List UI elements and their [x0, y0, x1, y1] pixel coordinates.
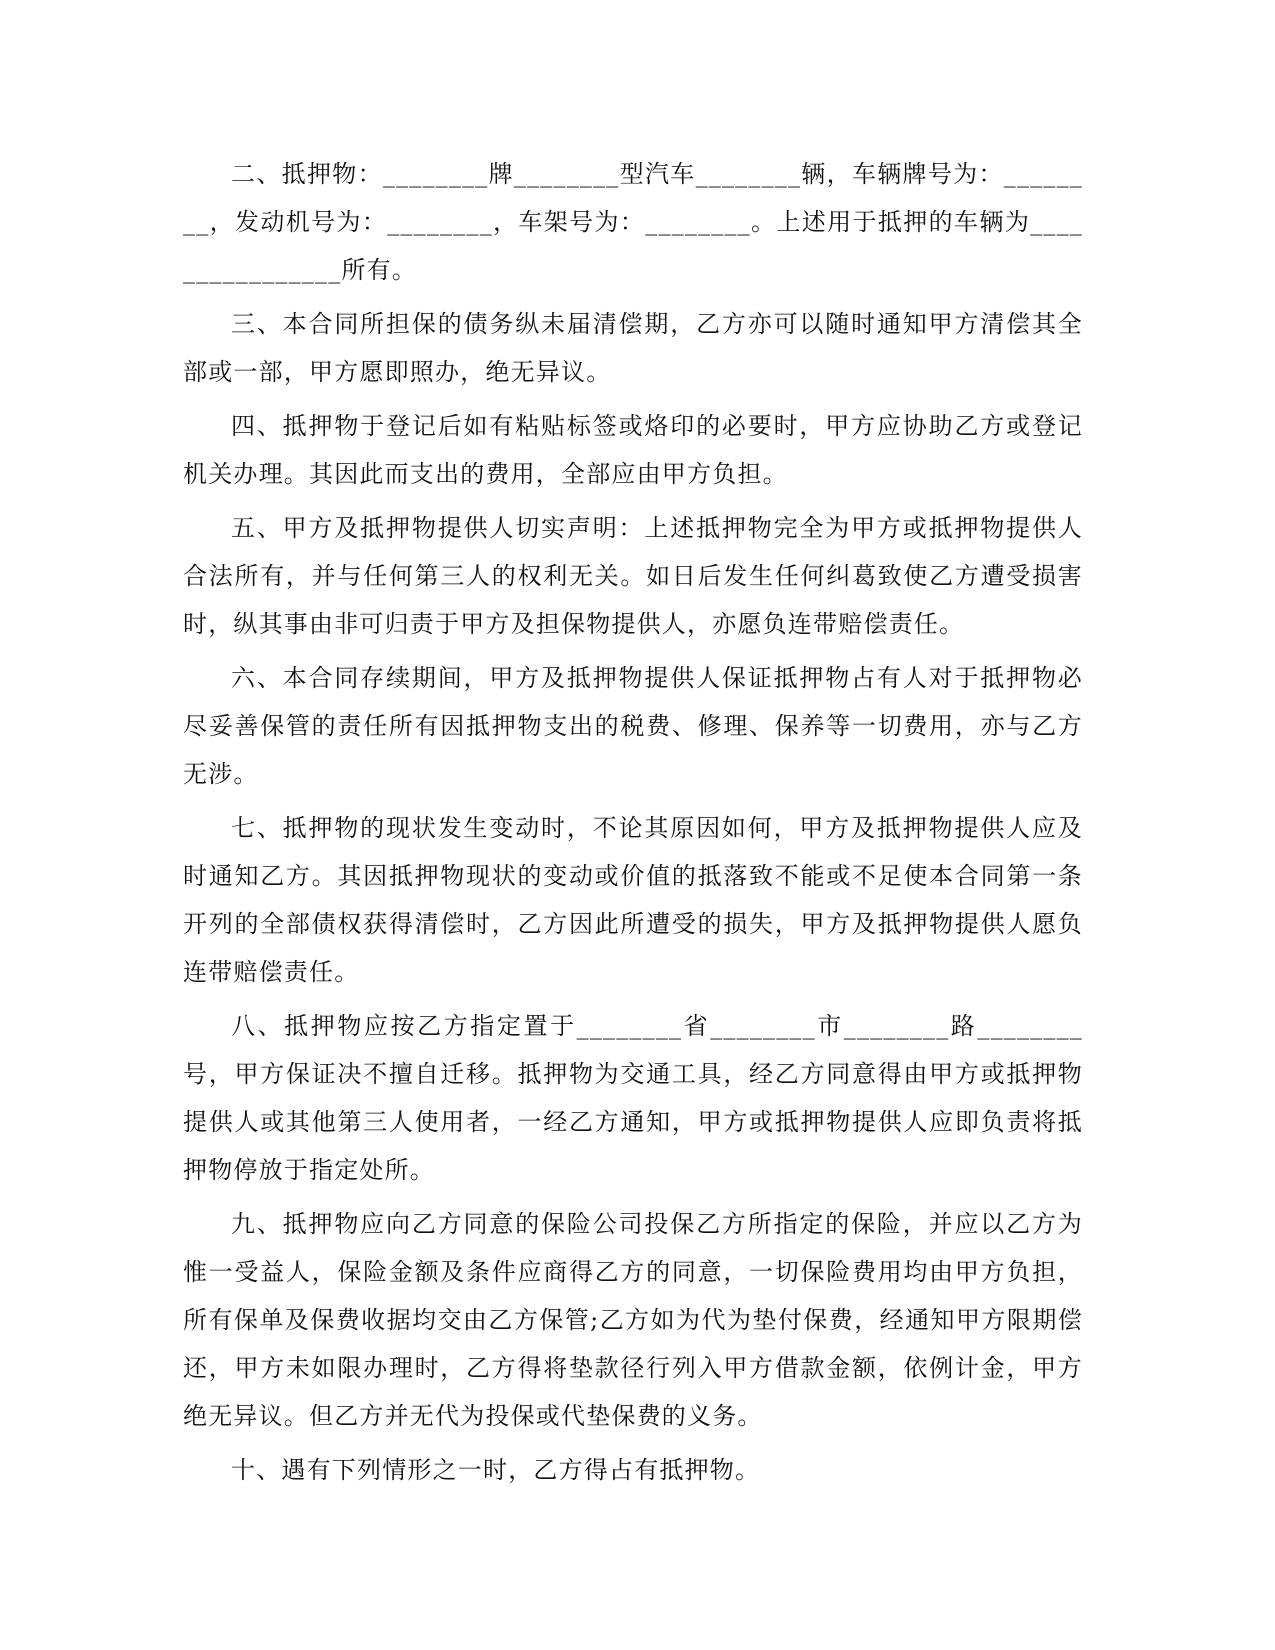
clause-4-registration-labels: 四、抵押物于登记后如有粘贴标签或烙印的必要时，甲方应协助乙方或登记机关办理。其因此而支出的费用，全部应由甲方负担。: [183, 412, 1083, 488]
document-page: [183, 150, 1083, 1500]
clause-8-storage-location: 八、抵押物应按乙方指定置于________省________市________路________号，甲方保证决不擅自迁移。抵押物为交通工具，经乙方同意得由甲方或抵押物提供人或其他第三人使用者，一经乙方通知，甲方或抵押物提供人应即负责将抵押物停放于指定处所。: [183, 1012, 1083, 1184]
clause-9-insurance: 九、抵押物应向乙方同意的保险公司投保乙方所指定的保险，并应以乙方为惟一受益人，保险金额及条件应商得乙方的同意，一切保险费用均由甲方负担，所有保单及保费收据均交由乙方保管;乙方如为代为垫付保费，经通知甲方限期偿还，甲方未如限办理时，乙方得将垫款径行列入甲方借款金额，依例计金，甲方绝无异议。但乙方并无代为投保或代垫保费的义务。: [183, 1210, 1083, 1430]
clause-10-possession: 十、遇有下列情形之一时，乙方得占有抵押物。: [231, 1456, 761, 1484]
clause-5-ownership-declaration: 五、甲方及抵押物提供人切实声明：上述抵押物完全为甲方或抵押物提供人合法所有，并与任何第三人的权利无关。如日后发生任何纠葛致使乙方遭受损害时，纵其事由非可归责于甲方及担保物提供人，亦愿负连带赔偿责任。: [183, 514, 1083, 638]
clause-3-early-repayment: 三、本合同所担保的债务纵未届清偿期，乙方亦可以随时通知甲方清偿其全部或一部，甲方愿即照办，绝无异议。: [183, 310, 1083, 386]
clause-6-custody-expenses: 六、本合同存续期间，甲方及抵押物提供人保证抵押物占有人对于抵押物必尽妥善保管的责任所有因抵押物支出的税费、修理、保养等一切费用，亦与乙方无涉。: [183, 664, 1083, 788]
clause-7-status-change: 七、抵押物的现状发生变动时，不论其原因如何，甲方及抵押物提供人应及时通知乙方。其因抵押物现状的变动或价值的抵落致不能或不足使本合同第一条开列的全部债权获得清偿时，乙方因此所遭受的损失，甲方及抵押物提供人愿负连带赔偿责任。: [183, 814, 1083, 986]
clause-2-vehicle-collateral: 二、抵押物：________牌________型汽车________辆，车辆牌号为：________，发动机号为：________，车架号为：________。上述用于抵押的车辆为________________所有。: [183, 160, 1083, 284]
